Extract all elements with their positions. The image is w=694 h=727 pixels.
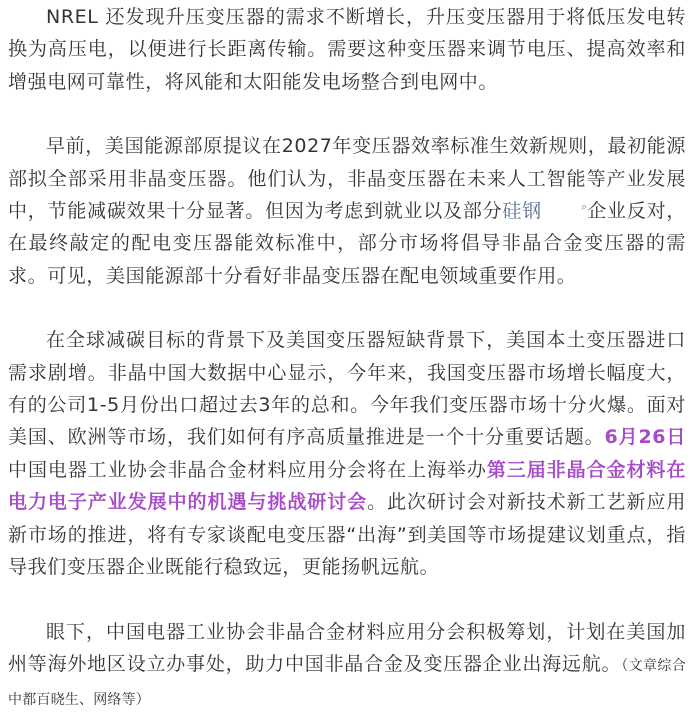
paragraph-overseas xyxy=(8,616,686,717)
paragraph-text: 早前，美国能源部原提议在2027年变压器效率标准生效新规则，最初能源部拟全部采用非晶变压器。他们认为，非晶变压器在未来人工智能等产业发展中，节能减碳效果十分显著。但因为考虑到就业以及部分 xyxy=(8,135,686,223)
event-title: 第三届非晶合金材料在电力电子产业发展中的机遇与挑战研讨会 xyxy=(8,458,686,514)
paragraph-text: 企业反对，在最终敲定的配电变压器能效标准中，部分市场将倡导非晶合金变压器的需求。可见，美国能源部十分看好非晶变压器在配电领域重要作用。 xyxy=(8,200,686,287)
paragraph-text: 。此次研讨会对新技术新工艺新应用新市场的推进，将有专家谈配电变压器“出海”到美国等市场提建议划重点，指导我们变压器企业既能行稳致远，更能扬帆远航。 xyxy=(8,491,686,579)
paragraph-market xyxy=(8,324,686,583)
search-icon[interactable]: ⌕ xyxy=(580,199,588,213)
silicon-steel-link[interactable] xyxy=(502,200,587,222)
paragraph-text: 中国电器工业协会非晶合金材料应用分会将在上海举办 xyxy=(8,458,487,481)
paragraph-text: NREL 还发现升压变压器的需求不断增长，升压变压器用于将低压发电转换为高压电，以便进行长距离传输。需要这种变压器来调节电压、提高效率和增强电网可靠性，将风能和太阳能发电场整合到电网中。 xyxy=(8,6,686,93)
paragraph-doe-standard xyxy=(8,130,686,292)
silicon-steel-link-label[interactable]: 硅钢 xyxy=(502,200,542,223)
paragraph-text: 在全球减碳目标的背景下及美国变压器短缺背景下，美国本土变压器进口需求剧增。非晶中国大数据中心显示，今年来，我国变压器市场增长幅度大，有的公司1-5月份出口超过去3年的总和。今年我们变压器市场十分火爆。面对美国、欧洲等市场，我们如何有序高质量推进是一个十分重要话题。 xyxy=(8,329,686,449)
paragraph-nrel xyxy=(8,0,686,98)
event-date: 6月26日 xyxy=(604,426,686,449)
source-note: （文章综合中都百晓生、网络等） xyxy=(8,657,686,709)
paragraph-text: 眼下，中国电器工业协会非晶合金材料应用分会积极筹划，计划在美国加州等海外地区设立办事处，助力中国非晶合金及变压器企业出海远航。 xyxy=(8,620,686,675)
